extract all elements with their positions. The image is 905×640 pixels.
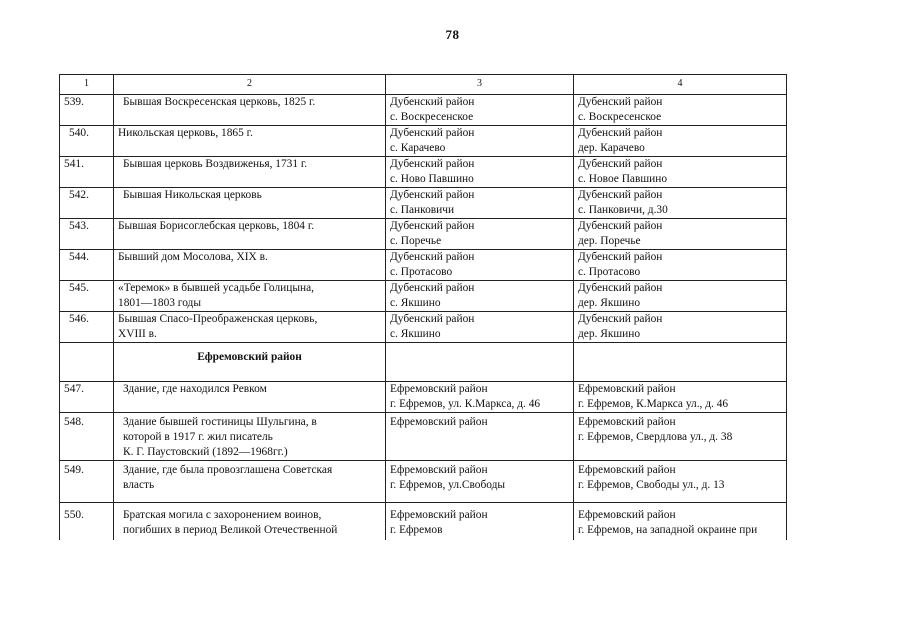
section-row <box>60 343 787 382</box>
cell-line: Ефремовский район <box>390 509 488 521</box>
cell-line: г. Ефремов, на западной окраине при <box>578 524 758 536</box>
address-cell <box>574 281 787 312</box>
cell-line: Бывшая Воскресенская церковь, 1825 г. <box>123 96 316 108</box>
cell-line: которой в 1917 г. жил писатель <box>123 431 273 443</box>
object-name-cell <box>114 157 386 188</box>
cell-line: XVIII в. <box>118 328 157 340</box>
table-row <box>60 413 787 461</box>
cell-line: Дубенский район <box>578 127 663 139</box>
address-cell <box>574 413 787 461</box>
cell-line: Дубенский район <box>578 189 663 201</box>
cell-line: Дубенский район <box>578 251 663 263</box>
address-cell <box>574 219 787 250</box>
location-cell <box>386 250 574 281</box>
object-name-cell <box>114 413 386 461</box>
cell-line: г. Ефремов, ул.Свободы <box>390 479 506 491</box>
cell-line: с. Якшино <box>390 297 441 309</box>
cell-line: Дубенский район <box>578 220 663 232</box>
cell-line: власть <box>123 479 155 491</box>
cell-line: дер. Якшино <box>578 328 641 340</box>
cell-line: с. Панковичи <box>390 204 455 216</box>
cell-line: с. Протасово <box>390 266 453 278</box>
object-name-cell <box>114 281 386 312</box>
cell-line: Дубенский район <box>390 127 475 139</box>
cell-line: «Теремок» в бывшей усадьбе Голицына, <box>118 282 314 294</box>
object-name-cell <box>114 461 386 503</box>
location-cell <box>386 126 574 157</box>
table-row <box>60 382 787 413</box>
cell-line: Ефремовский район <box>390 383 488 395</box>
cell-line: Дубенский район <box>578 282 663 294</box>
row-number-cell: 543. <box>60 219 114 250</box>
location-cell <box>386 281 574 312</box>
row-number-cell: 542. <box>60 188 114 219</box>
cell-line: Дубенский район <box>390 282 475 294</box>
row-number-cell: 545. <box>60 281 114 312</box>
location-cell <box>386 188 574 219</box>
table-row <box>60 250 787 281</box>
table-row <box>60 312 787 343</box>
cell-line: с. Карачево <box>390 142 446 154</box>
cell-line: с. Воскресенское <box>390 111 474 123</box>
address-cell <box>574 95 787 126</box>
cell-line: Бывший дом Мосолова, XIX в. <box>118 251 268 263</box>
cell-line: Братская могила с захоронением воинов, <box>123 509 322 521</box>
row-number-cell: 547. <box>60 382 114 413</box>
row-number-cell: 546. <box>60 312 114 343</box>
location-cell <box>386 413 574 461</box>
address-cell <box>574 461 787 503</box>
table-row <box>60 281 787 312</box>
cell-line: с. Якшино <box>390 328 441 340</box>
section-title: Ефремовский район <box>114 343 386 382</box>
table-row <box>60 95 787 126</box>
object-name-cell <box>114 503 386 541</box>
cell-line: г. Ефремов, Свободы ул., д. 13 <box>578 479 725 491</box>
cell-line: Дубенский район <box>390 220 475 232</box>
empty-cell <box>574 343 787 382</box>
row-number-cell: 550. <box>60 503 114 541</box>
cell-line: Дубенский район <box>578 158 663 170</box>
empty-cell <box>60 343 114 382</box>
cell-line: дер. Поречье <box>578 235 641 247</box>
row-number-cell: 541. <box>60 157 114 188</box>
cell-line: Бывшая церковь Воздвиженья, 1731 г. <box>123 158 308 170</box>
table-body <box>60 95 787 541</box>
cell-line: с. Протасово <box>578 266 641 278</box>
address-cell <box>574 126 787 157</box>
cell-line: Ефремовский район <box>578 416 676 428</box>
object-name-cell <box>114 250 386 281</box>
cell-line: с. Ново Павшино <box>390 173 474 185</box>
row-number-cell: 549. <box>60 461 114 503</box>
address-cell <box>574 157 787 188</box>
header-row <box>60 75 787 95</box>
address-cell <box>574 250 787 281</box>
cell-line: Дубенский район <box>578 313 663 325</box>
cell-line: Ефремовский район <box>578 383 676 395</box>
column-header-1: 1 <box>60 75 114 95</box>
cell-line: Бывшая Никольская церковь <box>123 189 262 201</box>
column-header-2: 2 <box>114 75 386 95</box>
cell-line: 1801—1803 годы <box>118 297 202 309</box>
cell-line: Здание бывшей гостиницы Шульгина, в <box>123 416 317 428</box>
cell-line: с. Новое Павшино <box>578 173 668 185</box>
cell-line: Дубенский район <box>390 158 475 170</box>
cell-line: Дубенский район <box>578 96 663 108</box>
table-row <box>60 188 787 219</box>
cell-line: г. Ефремов, К.Маркса ул., д. 46 <box>578 398 729 410</box>
row-number-cell: 544. <box>60 250 114 281</box>
cell-line: К. Г. Паустовский (1892—1968гг.) <box>123 446 288 458</box>
address-cell <box>574 382 787 413</box>
cell-line: с. Панковичи, д.30 <box>578 204 668 216</box>
cell-line: Бывшая Спасо-Преображенская церковь, <box>118 313 318 325</box>
location-cell <box>386 461 574 503</box>
location-cell <box>386 219 574 250</box>
cell-line: с. Воскресенское <box>578 111 662 123</box>
location-cell <box>386 382 574 413</box>
cell-line: Никольская церковь, 1865 г. <box>118 127 253 139</box>
cell-line: погибших в период Великой Отечественной <box>123 524 338 536</box>
object-name-cell <box>114 188 386 219</box>
table-row <box>60 219 787 250</box>
cell-line: Дубенский район <box>390 251 475 263</box>
location-cell <box>386 312 574 343</box>
cell-line: Дубенский район <box>390 189 475 201</box>
table-row <box>60 461 787 503</box>
cell-line: Дубенский район <box>390 96 475 108</box>
register-table <box>59 74 787 540</box>
cell-line: с. Поречье <box>390 235 442 247</box>
column-header-4: 4 <box>574 75 787 95</box>
object-name-cell <box>114 312 386 343</box>
address-cell <box>574 503 787 541</box>
row-number-cell: 548. <box>60 413 114 461</box>
column-header-3: 3 <box>386 75 574 95</box>
cell-line: Ефремовский район <box>390 464 488 476</box>
empty-cell <box>386 343 574 382</box>
address-cell <box>574 188 787 219</box>
cell-line: Бывшая Борисоглебская церковь, 1804 г. <box>118 220 315 232</box>
cell-line: дер. Карачево <box>578 142 645 154</box>
object-name-cell <box>114 126 386 157</box>
cell-line: г. Ефремов, Свердлова ул., д. 38 <box>578 431 733 443</box>
cell-line: Ефремовский район <box>578 464 676 476</box>
cell-line: Дубенский район <box>390 313 475 325</box>
cell-line: г. Ефремов <box>390 524 443 536</box>
table-row <box>60 126 787 157</box>
location-cell <box>386 503 574 541</box>
object-name-cell <box>114 382 386 413</box>
row-number-cell: 540. <box>60 126 114 157</box>
object-name-cell <box>114 219 386 250</box>
table-header <box>60 75 787 95</box>
page-number: 78 <box>445 27 460 42</box>
location-cell <box>386 157 574 188</box>
table-row <box>60 157 787 188</box>
cell-line: Ефремовский район <box>390 416 488 428</box>
location-cell <box>386 95 574 126</box>
object-name-cell <box>114 95 386 126</box>
cell-line: г. Ефремов, ул. К.Маркса, д. 46 <box>390 398 541 410</box>
cell-line: Здание, где находился Ревком <box>123 383 267 395</box>
cell-line: Ефремовский район <box>578 509 676 521</box>
row-number-cell: 539. <box>60 95 114 126</box>
cell-line: Здание, где была провозглашена Советская <box>123 464 333 476</box>
cell-line: дер. Якшино <box>578 297 641 309</box>
table-row <box>60 503 787 541</box>
address-cell <box>574 312 787 343</box>
